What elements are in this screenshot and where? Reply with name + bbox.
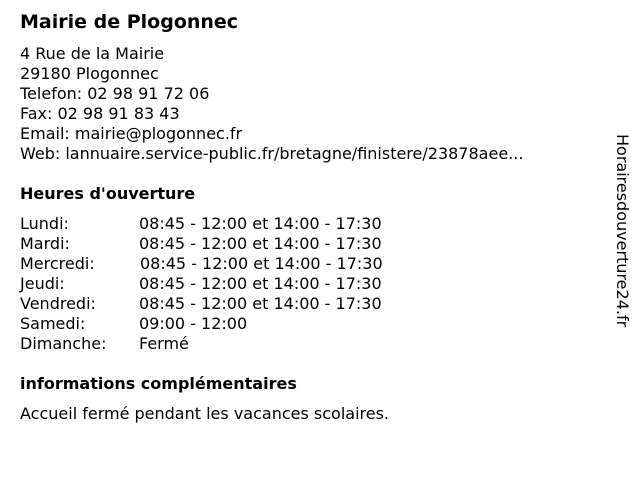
hours-row-mardi xyxy=(20,234,440,254)
day-label: Mardi: xyxy=(20,234,70,253)
hours-heading: Heures d'ouverture xyxy=(20,184,196,203)
phone-number: Telefon: 02 98 91 72 06 xyxy=(20,84,210,103)
time-value: 08:45 - 12:00 et 14:00 - 17:30 xyxy=(139,214,382,233)
site-watermark: Horairesdouverture24.fr xyxy=(613,134,632,328)
hours-row-dimanche xyxy=(20,334,440,354)
fax-number: Fax: 02 98 91 83 43 xyxy=(20,104,180,123)
time-value: 08:45 - 12:00 et 14:00 - 17:30 xyxy=(139,234,382,253)
info-text: Accueil fermé pendant les vacances scolaires. xyxy=(20,404,390,423)
hours-row-samedi xyxy=(20,314,440,334)
page-title: Mairie de Plogonnec xyxy=(20,11,239,33)
day-label: Vendredi: xyxy=(20,294,96,313)
time-value: 09:00 - 12:00 xyxy=(139,314,248,333)
hours-table xyxy=(20,214,440,354)
time-value: 08:45 - 12:00 et 14:00 - 17:30 xyxy=(139,294,382,313)
day-label: Jeudi: xyxy=(20,274,65,293)
hours-row-lundi xyxy=(20,214,440,234)
hours-row-mercredi xyxy=(20,254,440,274)
website-link: Web: lannuaire.service-public.fr/bretagne/finistere/23878aee... xyxy=(20,144,524,163)
day-label: Dimanche: xyxy=(20,334,107,353)
day-label: Mercredi: xyxy=(20,254,95,273)
info-heading: informations complémentaires xyxy=(20,374,297,393)
time-value: 08:45 - 12:00 et 14:00 - 17:30 xyxy=(139,274,382,293)
email-address: Email: mairie@plogonnec.fr xyxy=(20,124,243,143)
day-label: Samedi: xyxy=(20,314,86,333)
address-street: 4 Rue de la Mairie xyxy=(20,44,165,63)
address-city: 29180 Plogonnec xyxy=(20,64,159,83)
time-value: Fermé xyxy=(139,334,189,353)
hours-row-vendredi xyxy=(20,294,440,314)
day-label: Lundi: xyxy=(20,214,69,233)
address-block xyxy=(20,44,523,164)
hours-row-jeudi xyxy=(20,274,440,294)
time-value: 08:45 - 12:00 et 14:00 - 17:30 xyxy=(140,254,383,273)
